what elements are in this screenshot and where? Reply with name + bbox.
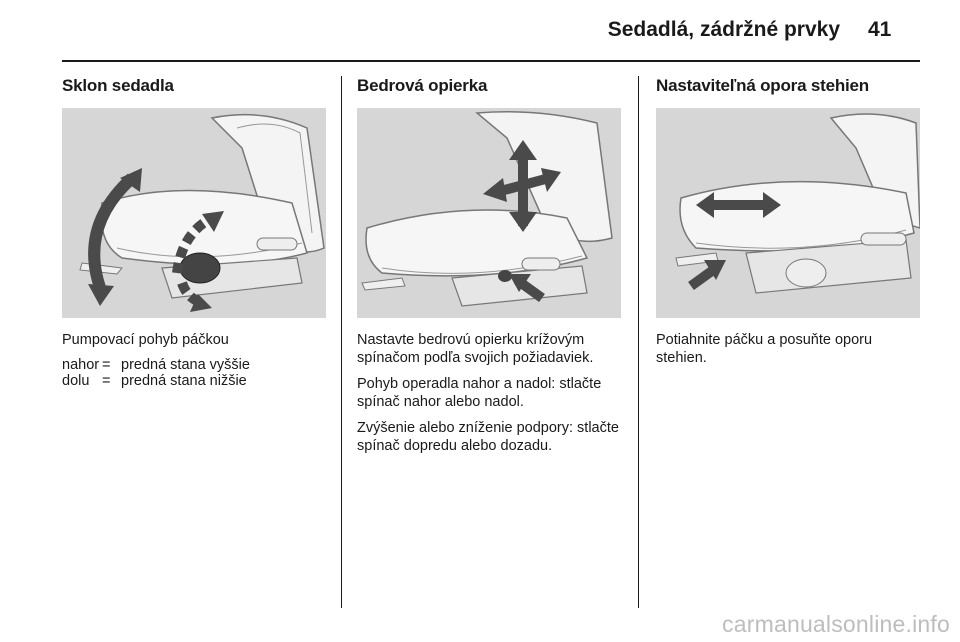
section-heading: Sklon sedadla bbox=[62, 76, 174, 95]
definition-sep: = bbox=[102, 357, 111, 373]
column-divider bbox=[638, 76, 639, 608]
definition-key: dolu bbox=[62, 373, 90, 389]
seat-tilt-illustration bbox=[62, 108, 326, 318]
watermark: carmanualsonline.info bbox=[722, 611, 950, 637]
page-number: 41 bbox=[868, 18, 892, 41]
paragraph: Zvýšenie alebo zníženie podpory: stlačte spínač dopredu alebo dozadu. bbox=[357, 420, 619, 454]
paragraph: Nastavte bedrovú opierku krížovým spínačom podľa svojich požiadaviek. bbox=[357, 332, 594, 366]
section-heading: Bedrová opierka bbox=[357, 76, 488, 95]
lumbar-support-illustration bbox=[357, 108, 621, 318]
header-title: Sedadlá, zádržné prvky bbox=[607, 18, 840, 41]
thigh-support-illustration bbox=[656, 108, 920, 318]
definition-sep: = bbox=[102, 373, 111, 389]
column-divider bbox=[341, 76, 342, 608]
paragraph: Potiahnite páčku a posuňte oporu stehien. bbox=[656, 332, 873, 366]
section-heading: Nastaviteľná opora stehien bbox=[656, 76, 869, 95]
paragraph: Pohyb operadla nahor a nadol: stlačte spínač nahor alebo nadol. bbox=[357, 376, 602, 410]
section-seat-tilt bbox=[62, 76, 326, 389]
caption: Pumpovací pohyb páčkou bbox=[62, 332, 229, 348]
definition-row bbox=[62, 357, 332, 373]
definition-list bbox=[62, 357, 332, 389]
section-body bbox=[357, 331, 627, 463]
definition-value: predná stana nižšie bbox=[121, 373, 247, 389]
section-thigh-support bbox=[656, 76, 920, 366]
definition-row bbox=[62, 373, 332, 389]
section-body bbox=[656, 331, 926, 375]
section-body bbox=[62, 331, 332, 389]
section-lumbar-support bbox=[357, 76, 621, 454]
definition-value: predná stana vyššie bbox=[121, 357, 250, 373]
header-rule bbox=[62, 60, 920, 62]
definition-key: nahor bbox=[62, 357, 100, 373]
